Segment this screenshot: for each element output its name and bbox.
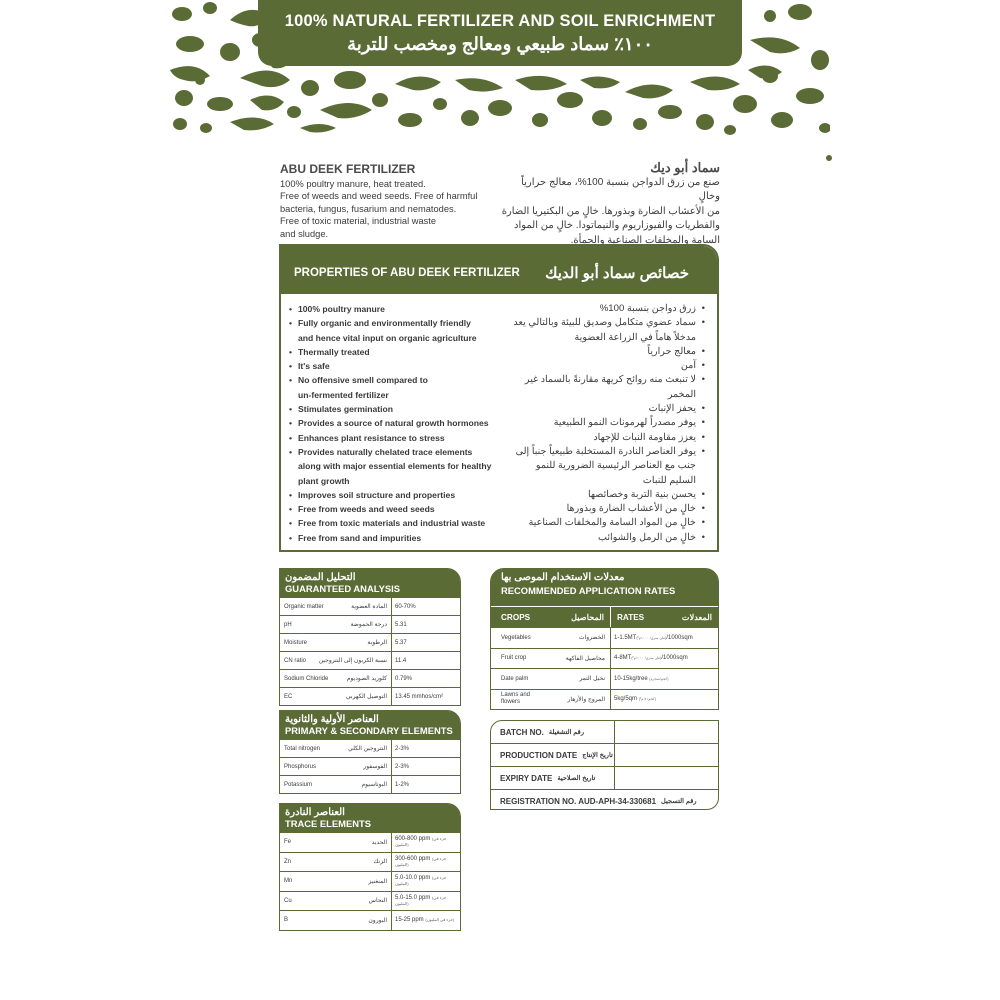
- rate-note: (طن متري/ ١٠٠٠م²): [636, 635, 667, 640]
- property-item-ar: • يوفر العناصر النادرة المستخلبة طبيعياً جنباً إلى: [505, 445, 705, 459]
- table-row: [280, 910, 460, 930]
- table-row: [280, 651, 460, 669]
- property-item: • Fully organic and environmentally friendly: [289, 316, 504, 330]
- table-row: [280, 739, 460, 757]
- row-value: 2-3%: [395, 745, 410, 752]
- property-item: • Free from toxic materials and industrial waste: [289, 516, 504, 530]
- row-label-ar: الرطوبة: [367, 640, 387, 646]
- rate-value: 5kg/5qm: [614, 696, 638, 703]
- row-value: 15-25 ppm: [395, 917, 424, 924]
- rate-value: 4-8MT: [614, 655, 632, 662]
- row-label-en: EC: [284, 693, 293, 700]
- row-label-ar: كلوريد الصوديوم: [346, 676, 387, 682]
- row-value: 60-70%: [395, 603, 416, 610]
- row-label-ar: المادة العضوية: [351, 604, 387, 610]
- row-label-en: Organic matter: [284, 603, 324, 610]
- table-row: [491, 648, 718, 669]
- unit-note: (جزء في المليون): [395, 855, 447, 867]
- intro-line-ar: من الأعشاب الضارة وبذورها. خالٍ من البكتيريا الضارة: [501, 205, 720, 217]
- property-item: • 100% poultry manure: [289, 302, 504, 316]
- property-item-cont: un-fermented fertilizer: [298, 389, 389, 400]
- table-title-en: RECOMMENDED APPLICATION RATES: [501, 585, 676, 596]
- table-header: [280, 711, 460, 739]
- table-row: [280, 757, 460, 775]
- row-value: 0.79%: [395, 675, 413, 682]
- unit-note: (جزء في المليون): [395, 894, 447, 906]
- row-label-ar: الحديد: [371, 839, 387, 846]
- row-value: 5.0-15.0 ppm: [395, 894, 431, 901]
- property-item-ar-cont: المخمر: [667, 388, 696, 400]
- table-row: [491, 627, 718, 648]
- property-item-cont: along with major essential elements for healthy: [298, 461, 492, 472]
- table-header: [280, 569, 460, 597]
- property-item-cont: and hence vital input on organic agriculture: [298, 332, 477, 343]
- table-row: [280, 687, 460, 705]
- intro-line: bacteria, fungus, fusarium and nematodes.: [280, 203, 457, 214]
- crop-ar: محاصيل الفاكهة: [565, 655, 605, 662]
- intro-title-ar: سماد أبو ديك: [650, 160, 720, 175]
- expiry-date-row: [491, 766, 718, 789]
- batch-label-ar: رقم التشغيلة: [548, 729, 585, 736]
- registration-row: [491, 789, 718, 812]
- properties-title-ar: خصائص سماد أبو الديك: [545, 265, 689, 282]
- col-rates-en: RATES: [617, 612, 645, 622]
- table-row: [280, 633, 460, 651]
- batch-label-en: BATCH NO.: [500, 727, 544, 737]
- registration-label-en: REGISTRATION NO. AUD-APH-34-330681: [500, 796, 657, 806]
- table-title-en: PRIMARY & SECONDARY ELEMENTS: [285, 725, 453, 736]
- expiry-label-en: EXPIRY DATE: [500, 773, 553, 783]
- registration-label-ar: رقم التسجيل: [661, 798, 697, 805]
- property-item: • Free from weeds and weed seeds: [289, 502, 504, 516]
- property-item-ar: • يحسن بنية التربة وخصائصها: [505, 488, 705, 502]
- table-header: [280, 804, 460, 832]
- unit-note: (جزء في المليون): [395, 875, 447, 887]
- property-item: • Enhances plant resistance to stress: [289, 431, 504, 445]
- property-item-ar: • يحفز الإنبات: [505, 402, 705, 416]
- properties-header: [281, 246, 717, 294]
- intro-line-ar: السامة والمخلفات الصناعية والحمأة.: [570, 234, 720, 246]
- row-value: 300-600 ppm: [395, 855, 431, 862]
- properties-box: [279, 244, 719, 552]
- table-row: [280, 852, 460, 872]
- table-row: [280, 775, 460, 793]
- table-row: [491, 668, 718, 689]
- row-value: 5.0-10.0 ppm: [395, 875, 431, 882]
- property-item-ar-cont: مدخلاً هاماً في الزراعة العضوية: [574, 331, 696, 343]
- decorative-dot: [826, 155, 832, 161]
- production-label-en: PRODUCTION DATE: [500, 750, 578, 760]
- guaranteed-analysis-table: [279, 568, 461, 706]
- property-item-ar: • خالٍ من المواد السامة والمخلفات الصناعية: [505, 516, 705, 530]
- col-crops-en: CROPS: [501, 612, 531, 622]
- crop-en: Date palm: [501, 675, 529, 682]
- intro-line: and sludge.: [280, 228, 329, 239]
- table-title-ar: العناصر الأولية والثانوية: [285, 714, 379, 725]
- rate-note: (كجم/شجرة): [649, 676, 669, 681]
- rate-value-suffix: /1000sqm: [661, 655, 688, 662]
- crop-ar: المروج والأزهار: [567, 696, 605, 703]
- properties-list-ar: [505, 302, 705, 545]
- property-item-ar: • لا تنبعث منه روائح كريهة مقارنةً بالسماد غير: [505, 373, 705, 387]
- batch-info-box: [490, 720, 719, 810]
- property-item-ar: • خالٍ من الأعشاب الضارة وبذورها: [505, 502, 705, 516]
- property-item-ar-cont: جنب مع العناصر الرئيسية الضرورية للنمو: [535, 460, 696, 472]
- properties-list-en: [289, 302, 504, 545]
- property-item: • Thermally treated: [289, 345, 504, 359]
- row-label-en: Potassium: [284, 781, 313, 788]
- intro-arabic: [500, 161, 720, 248]
- row-value: 600-800 ppm: [395, 836, 431, 843]
- table-title-en: GUARANTEED ANALYSIS: [285, 583, 400, 594]
- column-headers: [491, 606, 718, 627]
- table-title-en: TRACE ELEMENTS: [285, 818, 371, 829]
- row-value: 2-3%: [395, 763, 410, 770]
- property-item: • It's safe: [289, 359, 504, 373]
- property-item-ar: • سماد عضوي متكامل وصديق للبيئة وبالتالي يعد: [505, 316, 705, 330]
- row-label-ar: الزنك: [373, 859, 387, 866]
- row-label-ar: نسبة الكربون إلى النتروجين: [318, 658, 387, 664]
- property-item-ar: • معالج حرارياً: [505, 345, 705, 359]
- row-label-en: Fe: [284, 839, 292, 846]
- property-item-ar: • يعزز مقاومة النبات للإجهاد: [505, 431, 705, 445]
- row-label-ar: النحاس: [368, 898, 387, 905]
- row-label-ar: درجة الحموضة: [350, 622, 387, 628]
- row-label-en: Sodium Chloride: [284, 675, 329, 682]
- crop-ar: الخضروات: [578, 635, 605, 642]
- property-item-ar: • خالٍ من الرمل والشوائب: [505, 531, 705, 545]
- table-row: [491, 689, 718, 710]
- trace-elements-table: [279, 803, 461, 931]
- rate-value-suffix: /1000sqm: [666, 634, 693, 641]
- crop-en: Lawns and flowers: [501, 692, 531, 706]
- col-rates-ar: المعدلات: [681, 613, 712, 622]
- intro-line-ar: والفطريات والفيوزاريوم والنيماتودا. خالٍ من المواد: [514, 220, 720, 231]
- property-item-ar: • آمن: [505, 359, 705, 373]
- row-label-ar: الفوسفور: [363, 764, 387, 770]
- intro-title-en: ABU DEEK FERTILIZER: [280, 162, 416, 176]
- table-title-ar: العناصر النادرة: [285, 807, 345, 818]
- rate-value: 10-15kg/tree: [614, 675, 648, 682]
- table-row: [280, 615, 460, 633]
- row-label-en: B: [284, 917, 289, 924]
- crop-ar: نخيل التمر: [579, 676, 605, 683]
- row-value: 5.37: [395, 639, 407, 646]
- rate-note: (طن متري/ ١٠٠٠م²): [631, 656, 662, 661]
- row-label-ar: البوتاسيوم: [361, 782, 387, 788]
- intro-line-ar: صنع من زرق الدواجن بنسبة 100%، معالج حرارياً وخالٍ: [521, 176, 720, 202]
- primary-secondary-table: [279, 710, 461, 794]
- table-row: [280, 832, 460, 852]
- row-label-en: Cu: [284, 897, 292, 904]
- banner-title-en: 100% NATURAL FERTILIZER AND SOIL ENRICHMENT: [284, 12, 716, 30]
- expiry-label-ar: تاريخ الصلاحية: [557, 775, 596, 782]
- row-label-en: Zn: [284, 858, 292, 865]
- crop-en: Fruit crop: [501, 655, 527, 662]
- crop-en: Vegetables: [501, 634, 531, 641]
- intro-english: [280, 163, 500, 241]
- property-item-ar-cont: السليم للنبات: [642, 474, 696, 486]
- application-rates-table: [490, 568, 719, 710]
- row-value: 5.31: [395, 621, 407, 628]
- rate-value: 1-1.5MT: [614, 634, 637, 641]
- row-label-en: CN ratio: [284, 657, 307, 664]
- property-item: • Provides naturally chelated trace elements: [289, 445, 504, 459]
- properties-title-en: PROPERTIES OF ABU DEEK FERTILIZER: [294, 267, 520, 279]
- row-label-en: Moisture: [284, 639, 308, 646]
- row-label-en: Mn: [284, 878, 293, 885]
- table-row: [280, 597, 460, 615]
- table-header: [491, 569, 718, 606]
- table-row: [280, 669, 460, 687]
- property-item: • Stimulates germination: [289, 402, 504, 416]
- row-value: 13.45 mmhos/cm²: [395, 693, 444, 700]
- property-item: • Free from sand and impurities: [289, 531, 504, 545]
- row-label-ar: البورون: [368, 917, 387, 924]
- property-item-cont: plant growth: [298, 475, 350, 486]
- batch-row: [491, 721, 718, 743]
- property-item: • No offensive smell compared to: [289, 373, 504, 387]
- rate-note: (كجم/ ٥ م²): [638, 697, 656, 702]
- col-crops-ar: المحاصيل: [571, 613, 604, 622]
- property-item-ar: • يوفر مصدراً لهرمونات النمو الطبيعية: [505, 416, 705, 430]
- table-title-ar: التحليل المضمون: [285, 572, 356, 583]
- property-item: • Provides a source of natural growth hormones: [289, 416, 504, 430]
- row-label-ar: النتروجين الكلي: [348, 746, 387, 752]
- property-item: • Improves soil structure and properties: [289, 488, 504, 502]
- banner-title-ar: ١٠٠٪ سماد طبيعي ومعالج ومخصب للتربة: [347, 34, 653, 54]
- table-row: [280, 871, 460, 891]
- table-title-ar: معدلات الاستخدام الموصى بها: [501, 572, 625, 583]
- row-label-en: Total nitrogen: [284, 745, 321, 752]
- row-value: 11.4: [395, 657, 407, 664]
- intro-line: 100% poultry manure, heat treated.: [280, 178, 426, 189]
- row-value: 1-2%: [395, 781, 410, 788]
- intro-line: Free of weeds and weed seeds. Free of harmful: [280, 191, 478, 202]
- row-label-ar: المنغنيز: [368, 878, 387, 885]
- table-row: [280, 891, 460, 911]
- row-label-en: pH: [284, 621, 292, 628]
- production-label-ar: تاريخ الإنتاج: [582, 752, 613, 759]
- unit-note: (جزء في المليون): [425, 917, 455, 923]
- production-date-row: [491, 743, 718, 766]
- property-item-ar: • زرق دواجن بنسبة 100%: [505, 302, 705, 316]
- row-label-ar: التوصيل الكهربي: [345, 694, 387, 700]
- row-label-en: Phosphorus: [284, 763, 317, 770]
- top-banner: [258, 0, 742, 66]
- intro-line: Free of toxic material, industrial waste: [280, 216, 437, 227]
- unit-note: (جزء في المليون): [395, 836, 447, 848]
